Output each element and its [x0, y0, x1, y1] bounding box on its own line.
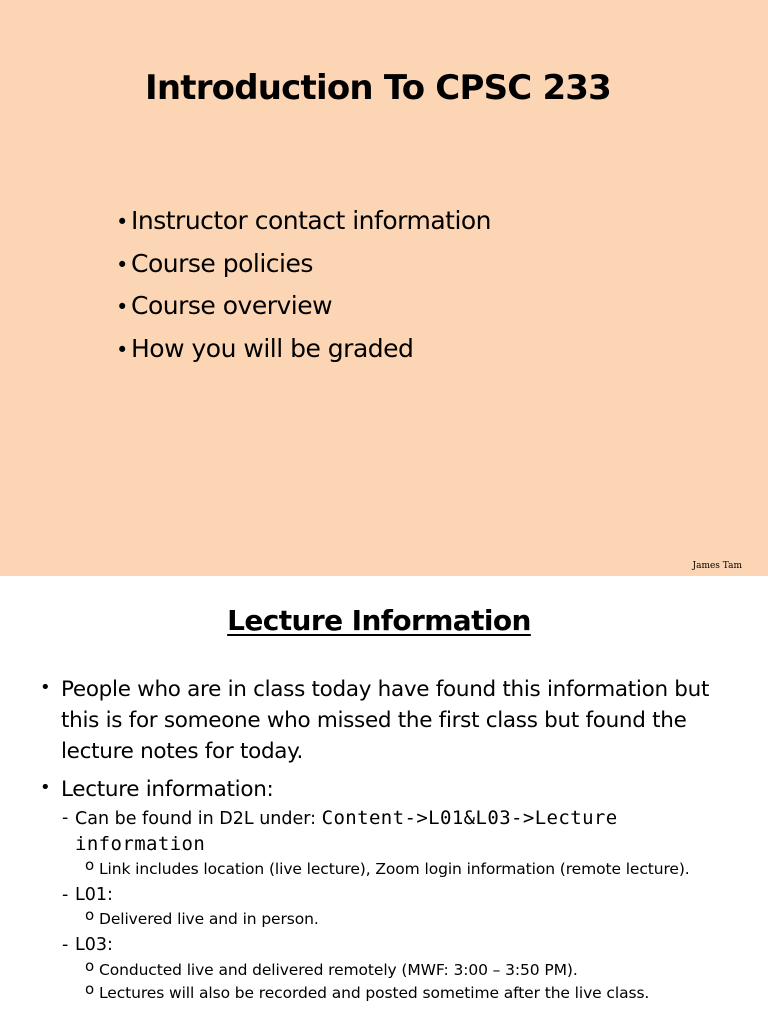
bullet-icon: • [116, 337, 128, 362]
circle-bullet-icon: o [85, 906, 95, 924]
bullet-item [40, 674, 721, 767]
circle-bullet-icon: o [85, 980, 95, 998]
agenda-item-text: How you will be graded [131, 333, 414, 363]
sub-sub-bullet-text: Delivered live and in person. [99, 910, 319, 928]
agenda-list [116, 200, 491, 370]
sub-bullet-item [62, 933, 675, 958]
agenda-item [116, 243, 491, 286]
author-footer: James Tam [692, 561, 742, 571]
slide-title: Introduction To CPSC 233 [144, 68, 612, 108]
bullet-icon: • [116, 252, 128, 277]
agenda-item-text: Course overview [131, 291, 333, 320]
lecture-info-slide [0, 576, 768, 1024]
agenda-item [116, 200, 491, 243]
circle-bullet-icon: o [85, 856, 95, 874]
sub-bullet-item [62, 806, 675, 858]
d2l-location-prefix: Can be found in D2L under: [75, 809, 322, 829]
sub-bullet-text [75, 806, 675, 858]
bullet-icon: • [116, 295, 128, 319]
dash-icon: - [62, 808, 69, 828]
agenda-item-text: Course policies [131, 248, 313, 278]
sub-sub-bullet-item [85, 908, 319, 930]
sub-sub-bullet-text: Conducted live and delivered remotely (MWF: 3:00 – 3:50 PM). [99, 961, 578, 979]
sub-sub-bullet-text: Lectures will also be recorded and posted sometime after the live class. [99, 984, 650, 1002]
sub-sub-bullet-item [85, 959, 578, 981]
dash-icon: - [62, 885, 69, 905]
slide-title: Lecture Information [227, 604, 531, 637]
sub-bullet-item [62, 883, 675, 908]
bullet-text: Lecture information: [61, 777, 274, 802]
sub-bullet-text: L03: [75, 935, 113, 955]
bullet-icon: • [40, 777, 51, 798]
circle-bullet-icon: o [85, 957, 95, 975]
agenda-item [116, 285, 491, 328]
bullet-icon: • [40, 677, 51, 698]
sub-sub-bullet-item [85, 858, 690, 880]
d2l-location-path: Content->L01&L03->Lecture information [75, 807, 618, 855]
sub-sub-bullet-text: Link includes location (live lecture), Zoom login information (remote lecture). [99, 860, 690, 878]
agenda-item [116, 328, 491, 371]
bullet-icon: • [116, 210, 128, 234]
bullet-text: People who are in class today have found this information but this is for someone who missed the first class but found the lecture notes for today. [61, 677, 710, 764]
dash-icon: - [62, 935, 69, 955]
sub-sub-bullet-item [85, 982, 649, 1004]
bullet-item [40, 774, 721, 805]
sub-bullet-text: L01: [75, 885, 113, 905]
agenda-item-text: Instructor contact information [131, 206, 492, 235]
